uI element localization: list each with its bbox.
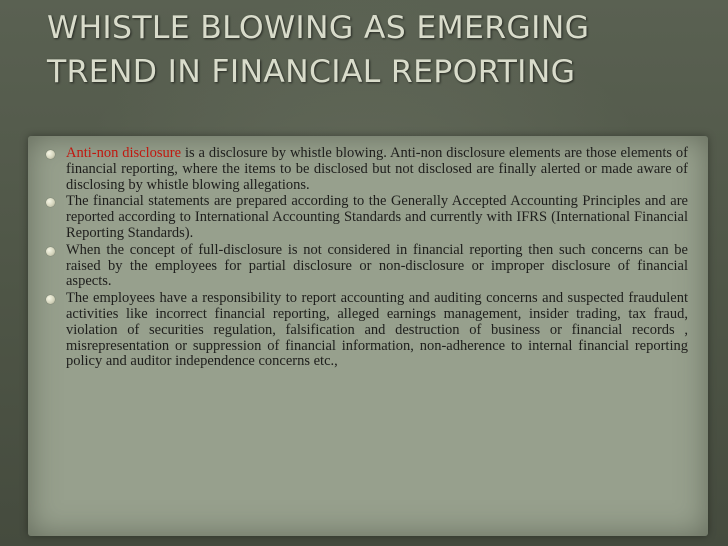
slide-title (47, 6, 717, 94)
bullet-item (38, 194, 688, 241)
highlighted-term: Anti-non disclosure (66, 145, 182, 161)
slide-title-line-2: TREND IN FINANCIAL REPORTING (47, 54, 576, 90)
bullet-icon (46, 198, 55, 207)
bullet-icon (46, 247, 55, 256)
bullet-item (38, 146, 688, 193)
bullet-text: The employees have a responsibility to report accounting and auditing concerns and suspected fraudulent activities like incorrect financial reporting, alleged earnings management, insider trading, tax fraud, violation of securities regulation, falsification and destruction of business or financial records , misrepresentation or suppression of financial information, non-adherence to internal financial reporting policy and auditor independence concerns etc., (66, 290, 688, 370)
bullet-text: When the concept of full-disclosure is not considered in financial reporting then such concerns can be raised by the employees for partial disclosure or non-disclosure or improper disclosure of financial aspects. (66, 241, 688, 290)
bullet-list (38, 146, 688, 371)
bullet-text: is a disclosure by whistle blowing. Anti-non disclosure elements are those elements of financial reporting, where the items to be disclosed but not disclosed are finally alerted or made aware of disclosing by whistle blowing allegations. (66, 145, 689, 193)
bullet-icon (46, 150, 55, 159)
bullet-item (38, 243, 688, 290)
slide-title-line-1: WHISTLE BLOWING AS EMERGING (47, 10, 590, 46)
bullet-item (38, 291, 688, 370)
bullet-icon (46, 295, 55, 304)
bullet-text: The financial statements are prepared according to the Generally Accepted Accounting Principles and are reported according to International Accounting Standards and currently with IFRS (International Financial Reporting Standards). (66, 193, 688, 241)
